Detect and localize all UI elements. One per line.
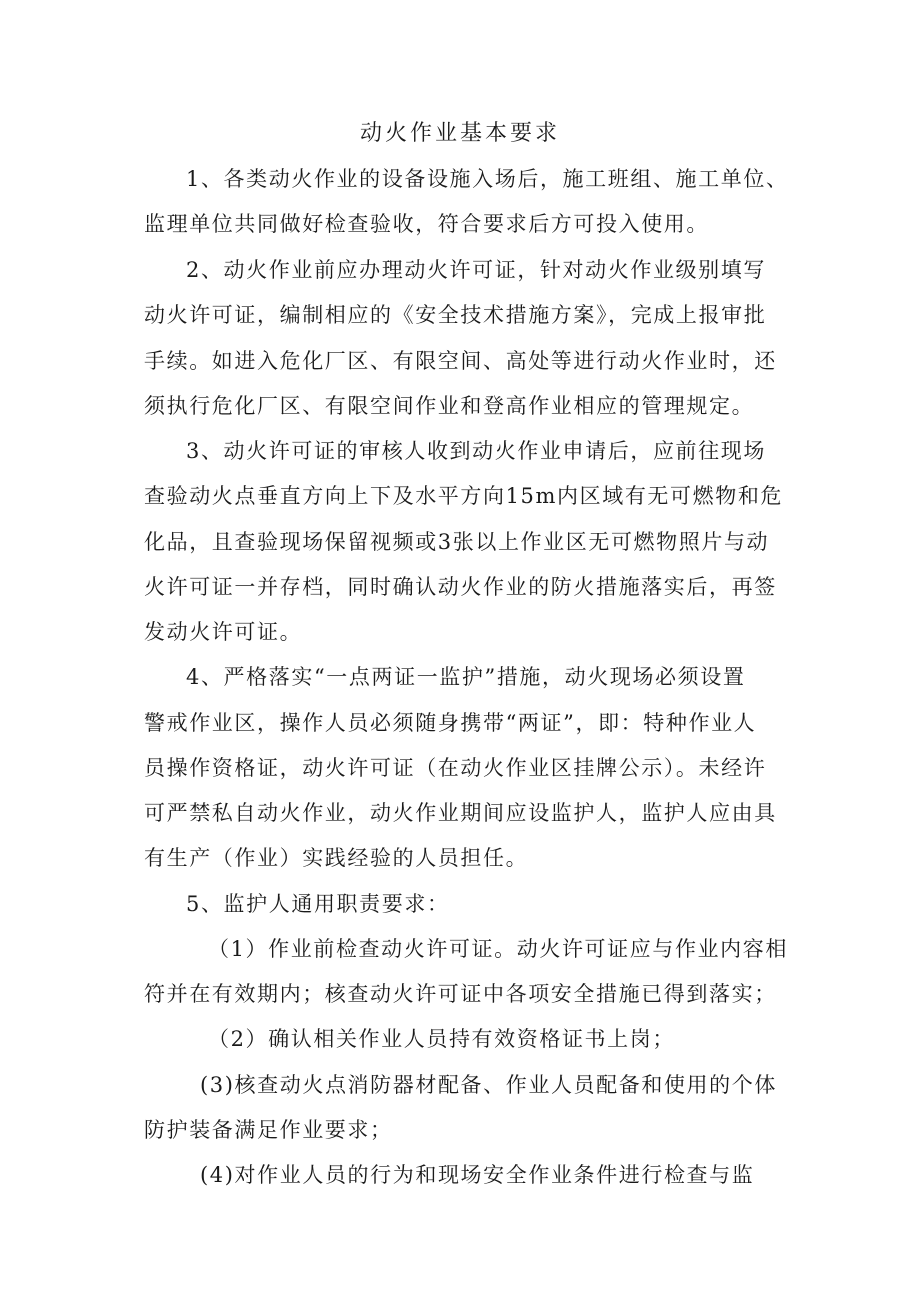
paragraph-2-line-3: 手续。如进入危化厂区、有限空间、高处等进行动火作业时，还 — [144, 349, 777, 373]
paragraph-3-line-1: 3、动火许可证的审核人收到动火作业申请后，应前往现场 — [186, 439, 766, 463]
document-title: 动火作业基本要求 — [359, 121, 560, 146]
paragraph-4-line-1: 4、严格落实“一点两证一监护”措施，动火现场必须设置 — [186, 665, 746, 689]
paragraph-2-line-4: 须执行危化厂区、有限空间作业和登高作业相应的管理规定。 — [144, 394, 755, 418]
paragraph-1-line-1: 1、各类动火作业的设备设施入场后，施工班组、施工单位、 — [186, 167, 789, 191]
paragraph-3-line-4: 火许可证一并存档，同时确认动火作业的防火措施落实后，再签 — [144, 575, 777, 599]
item-1-line-2: 符并在有效期内；核查动火许可证中各项安全措施已得到落实； — [144, 982, 777, 1006]
paragraph-4-line-2: 警戒作业区，操作人员必须随身携带“两证”，即：特种作业人 — [144, 711, 757, 735]
paragraph-3-line-2: 查验动火点垂直方向上下及水平方向15m内区域有无可燃物和危 — [144, 484, 784, 508]
paragraph-1-line-2: 监理单位共同做好检查验收，符合要求后方可投入使用。 — [144, 212, 709, 236]
paragraph-4-line-5: 有生产（作业）实践经验的人员担任。 — [144, 846, 529, 870]
paragraph-2-line-2: 动火许可证，编制相应的《安全技术措施方案》，完成上报审批 — [144, 303, 767, 327]
paragraph-4-line-4: 可严禁私自动火作业，动火作业期间应设监护人，监护人应由具 — [144, 801, 777, 825]
item-4-line-1: (4)对作业人员的行为和现场安全作业条件进行检查与监 — [200, 1163, 755, 1187]
paragraph-3-line-3: 化品，且查验现场保留视频或3张以上作业区无可燃物照片与动 — [144, 530, 770, 554]
item-3-line-2: 防护装备满足作业要求； — [144, 1118, 393, 1142]
paragraph-2-line-1: 2、动火作业前应办理动火许可证，针对动火作业级别填写 — [186, 258, 766, 282]
paragraph-4-line-3: 员操作资格证，动火许可证（在动火作业区挂牌公示）。未经许 — [144, 756, 767, 780]
item-3-line-1: (3)核查动火点消防器材配备、作业人员配备和使用的个体 — [200, 1073, 777, 1097]
item-2-line-1: （2）确认相关作业人员持有效资格证书上岗； — [208, 1027, 675, 1051]
paragraph-5-heading: 5、监护人通用职责要求： — [186, 892, 450, 916]
paragraph-3-line-5: 发动火许可证。 — [144, 620, 303, 644]
item-1-line-1: （1）作业前检查动火许可证。动火许可证应与作业内容相 — [208, 937, 788, 961]
